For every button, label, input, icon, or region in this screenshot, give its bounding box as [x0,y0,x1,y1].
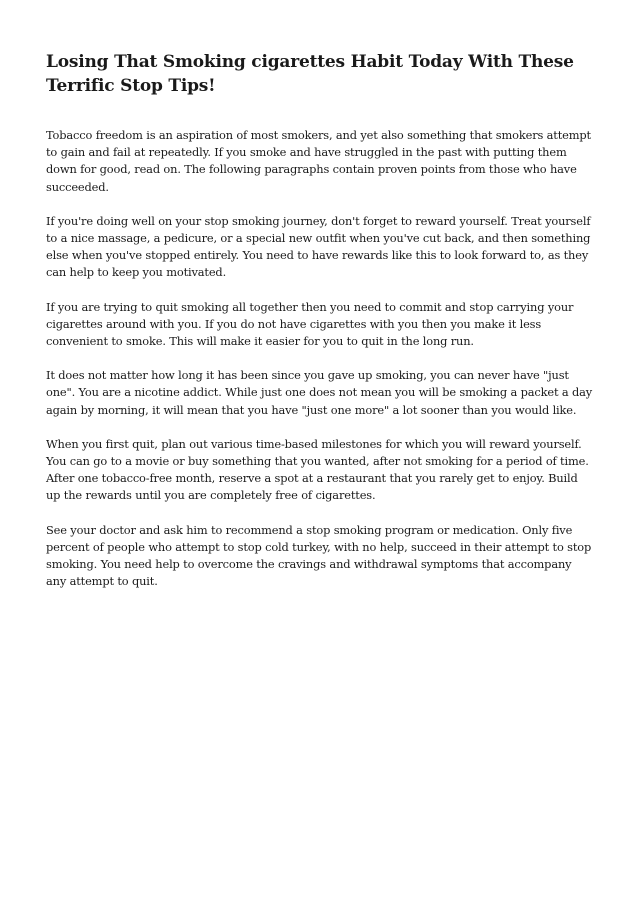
paragraph: When you first quit, plan out various time-based milestones for which you will reward yourself. You can go to a movie or buy something that you wanted, after not smoking for a period of time. After one tobacco-free month, reserve a spot at a restaurant that you rarely get to enjoy. Build up the rewards until you are completely free of cigarettes. [46,436,589,503]
paragraph: Tobacco freedom is an aspiration of most smokers, and yet also something that smokers attempt to gain and fail at repeatedly. If you smoke and have struggled in the past with putting them down for good, read on. The following paragraphs contain proven points from those who have succeeded. [46,128,591,194]
paragraph: See your doctor and ask him to recommend a stop smoking program or medication. Only five percent of people who attempt to stop cold turkey, with no help, succeed in their attempt to stop smoking. You need help to overcome the cravings and withdrawal symptoms that accompany any attempt to quit. [46,522,592,589]
paragraph: It does not matter how long it has been since you gave up smoking, you can never have "just one". You are a nicotine addict. While just one does not mean you will be smoking a packet a day again by morning, it will mean that you have "just one more" a lot sooner than you would like. [46,368,593,417]
document-title: Losing That Smoking cigarettes Habit Today With These Terrific Stop Tips! [46,52,574,96]
paragraph: If you're doing well on your stop smoking journey, don't forget to reward yourself. Treat yourself to a nice massage, a pedicure, or a special new outfit when you've cut back, and then something else when you've stopped entirely. You need to have rewards like this to look forward to, as they can help to keep you motivated. [46,213,591,280]
paragraph: If you are trying to quit smoking all together then you need to commit and stop carrying your cigarettes around with you. If you do not have cigarettes with you then you make it less convenient to smoke. This will make it easier for you to quit in the long run. [46,299,574,349]
document-page [46,50,594,607]
